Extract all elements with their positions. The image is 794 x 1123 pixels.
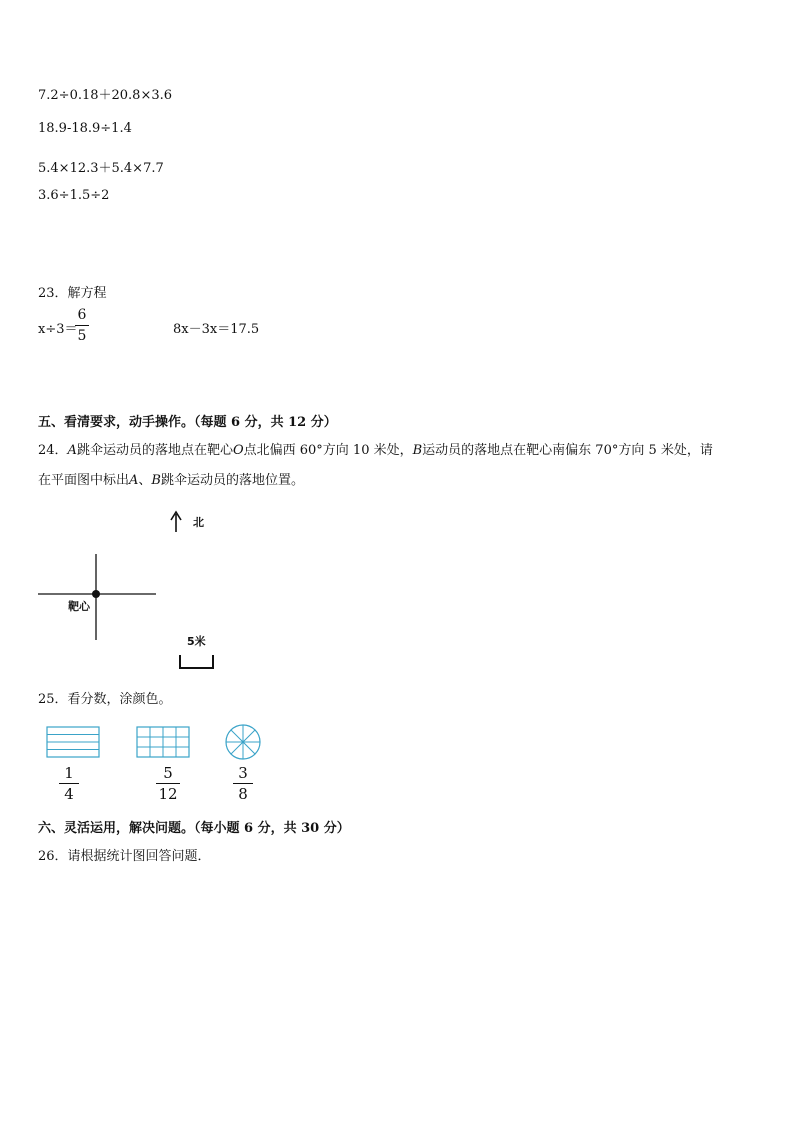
fraction-three-eighths: [233, 764, 253, 803]
q24-text-d: 在平面图中标出: [38, 473, 130, 488]
q24-text-e: 跳伞运动员的落地位置。: [160, 473, 304, 488]
fraction-numerator: 5: [163, 764, 173, 782]
fraction-five-twelfths: [156, 764, 180, 803]
fraction-denominator: 4: [64, 785, 74, 803]
scale-bar: [180, 655, 213, 668]
shape-rectangle-12-cells: [136, 726, 190, 758]
section-6-heading: 六、灵活运用，解决问题。（每小题 6 分，共 30 分）: [38, 821, 350, 836]
point-b-label-2: B: [151, 473, 161, 488]
north-label: 北: [193, 516, 204, 529]
calc-line-2: 18.9-18.9÷1.4: [38, 121, 132, 136]
fraction-denominator: 12: [158, 785, 178, 803]
shape-rectangle-4-strips: [46, 726, 100, 758]
target-center-label: 靶心: [68, 600, 90, 613]
calc-line-3: 5.4×12.3＋5.4×7.7: [38, 161, 164, 176]
equation-1-left: x÷3＝: [38, 322, 78, 337]
point-b-label: B: [412, 443, 423, 458]
q23-title: 23．解方程: [38, 286, 107, 301]
point-o-label: O: [232, 443, 244, 458]
target-diagram: [0, 500, 260, 680]
section-5-heading: 五、看清要求，动手操作。（每题 6 分，共 12 分）: [38, 415, 337, 430]
equation-1-fraction: [75, 306, 89, 345]
q24-number: 24．: [38, 443, 68, 458]
target-center-dot: [92, 590, 100, 598]
fraction-one-quarter: [59, 764, 79, 803]
q26-title: 26．请根据统计图回答问题．: [38, 849, 211, 864]
fraction-bar: [75, 325, 89, 326]
point-a-label: A: [67, 443, 77, 458]
q24-line-1: [38, 439, 713, 458]
calc-line-1: 7.2÷0.18＋20.8×3.6: [38, 88, 173, 103]
q24-text-b: 点北偏西 60°方向 10 米处，: [243, 443, 413, 458]
fraction-bar: [156, 783, 180, 784]
point-a-label-2: A: [129, 473, 139, 488]
shape-circle-8-sectors: [224, 723, 262, 761]
fraction-denominator: 5: [77, 328, 87, 344]
fraction-bar: [59, 783, 79, 784]
calc-line-4: 3.6÷1.5÷2: [38, 188, 110, 203]
q24-text-c: 运动员的落地点在靶心南偏东 70°方向 5 米处，请: [422, 443, 713, 458]
north-arrow-icon: [171, 512, 181, 532]
fraction-numerator: 1: [64, 764, 74, 782]
fraction-bar: [233, 783, 253, 784]
q24-separator: 、: [138, 473, 152, 488]
q24-text-a: 跳伞运动员的落地点在靶心: [76, 443, 233, 458]
fraction-denominator: 8: [238, 785, 248, 803]
fraction-numerator: 6: [77, 307, 87, 323]
equation-2: 8x－3x＝17.5: [173, 322, 260, 337]
q24-line-2: [38, 469, 304, 488]
fraction-numerator: 3: [238, 764, 248, 782]
q25-title: 25．看分数，涂颜色。: [38, 692, 172, 707]
scale-label: 5米: [187, 635, 206, 648]
